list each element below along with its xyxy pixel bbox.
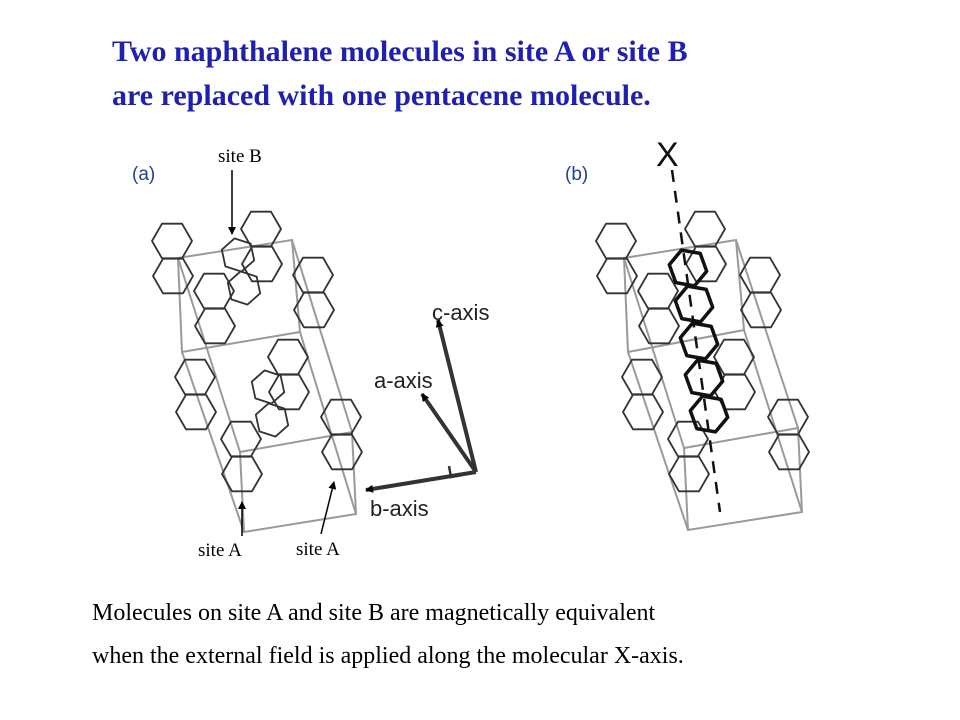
title-line-1: Two naphthalene molecules in site A or site B — [112, 35, 688, 68]
naphthalene-ring — [269, 375, 309, 410]
naphthalene-ring — [596, 224, 636, 259]
a-axis-label: a-axis — [374, 368, 433, 393]
unit-cell-a — [178, 240, 356, 532]
site-a-arrow-2 — [321, 482, 334, 534]
naphthalene-ring — [293, 258, 333, 293]
crystal-axes — [366, 300, 489, 521]
naphthalene-ring — [685, 212, 725, 247]
panel-b — [565, 136, 809, 530]
naphthalene-ring — [176, 395, 216, 430]
naphthalene-ring — [268, 340, 308, 375]
site-a-label-2: site A — [296, 539, 340, 560]
naphthalene-ring — [769, 435, 809, 470]
naphthalene-ring — [623, 395, 663, 430]
title-line-2: are replaced with one pentacene molecule. — [112, 79, 651, 112]
naphthalene-ring — [597, 259, 637, 294]
naphthalene-ring — [622, 360, 662, 395]
right-angle-mark — [449, 466, 462, 477]
panel-b-label: (b) — [565, 164, 589, 185]
b-axis-label: b-axis — [370, 496, 429, 521]
naphthalene-ring — [252, 370, 284, 403]
naphthalene-ring — [242, 247, 282, 282]
naphthalene-ring — [638, 274, 678, 309]
naphthalene-ring — [740, 258, 780, 293]
x-axis-label: X — [656, 136, 679, 174]
naphthalene-ring — [322, 435, 362, 470]
naphthalene-ring — [153, 259, 193, 294]
caption — [92, 592, 932, 678]
site-b-label: site B — [218, 146, 262, 167]
naphthalene-ring — [222, 238, 254, 271]
naphthalene-ring — [194, 274, 234, 309]
naphthalene-ring — [668, 422, 708, 457]
pentacene-ring — [685, 360, 722, 396]
caption-line-1: Molecules on site A and site B are magnetically equivalent — [92, 600, 656, 626]
panel-a-label: (a) — [132, 164, 156, 185]
pentacene-ring — [675, 286, 712, 322]
naphthalene-ring — [741, 293, 781, 328]
naphthalene-ring — [256, 403, 288, 436]
c-axis-arrow — [438, 320, 476, 472]
naphthalene-ring — [195, 309, 235, 344]
naphthalene-ring — [241, 212, 281, 247]
naphthalene-ring — [669, 457, 709, 492]
panel-a — [132, 146, 362, 561]
c-axis-label: c-axis — [432, 300, 490, 325]
caption-line-2: when the external field is applied along the molecular X-axis. — [92, 643, 684, 669]
site-a-label-1: site A — [198, 540, 242, 561]
naphthalene-ring — [152, 224, 192, 259]
molecular-x-axis-line — [672, 170, 720, 512]
